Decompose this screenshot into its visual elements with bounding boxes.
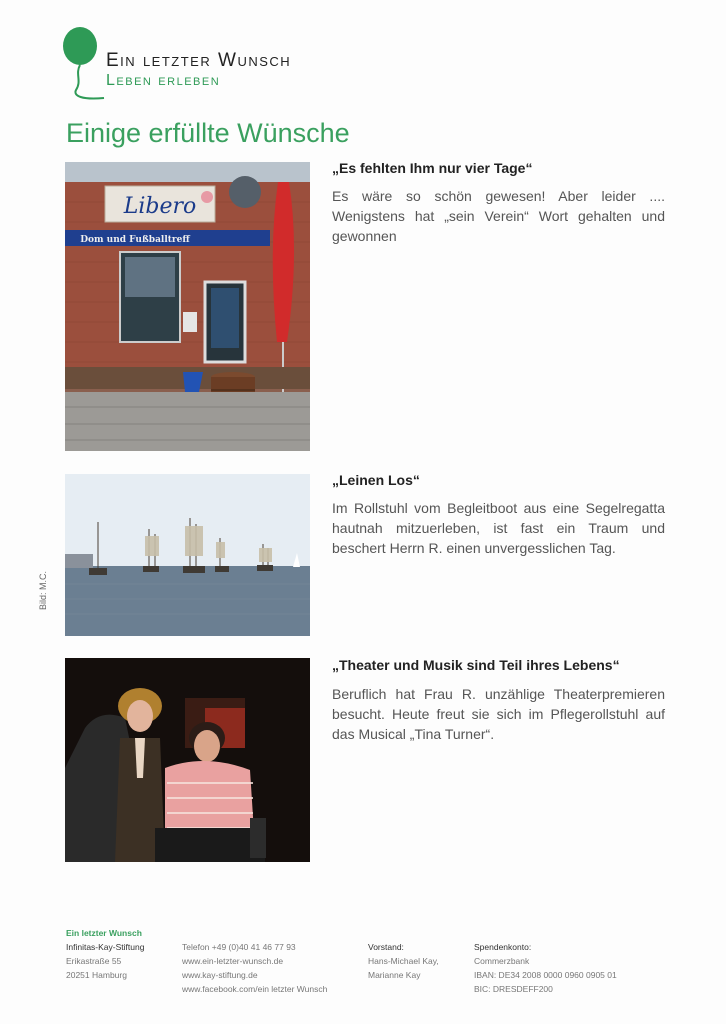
footer-foundation: Infinitas-Kay-Stiftung bbox=[66, 942, 145, 952]
footer-facebook[interactable]: www.facebook.com/ein letzter Wunsch bbox=[182, 984, 328, 994]
awning-text: Dom und Fußballtreff bbox=[80, 235, 190, 245]
footer-org: Ein letzter Wunsch bbox=[66, 928, 142, 938]
footer-bank bbox=[474, 940, 617, 996]
logo bbox=[60, 26, 380, 106]
footer-web-1[interactable]: www.ein-letzter-wunsch.de bbox=[182, 956, 284, 966]
logo-title: Ein letzter Wunsch bbox=[106, 50, 292, 71]
story-2-text: Im Rollstuhl vom Begleitboot aus eine Segelregatta hautnah mitzuerleben, ist fast ein Traum und beschert Herrn R. einen unvergesslichen Tag. bbox=[332, 500, 665, 556]
footer-city: 20251 Hamburg bbox=[66, 970, 127, 980]
photo-regatta bbox=[65, 474, 310, 636]
footer-bank-label: Spendenkonto: bbox=[474, 942, 532, 952]
footer-board bbox=[368, 940, 439, 982]
logo-subtitle: Leben erleben bbox=[106, 72, 221, 89]
footer-iban: IBAN: DE34 2008 0000 0960 0905 01 bbox=[474, 970, 617, 980]
story-3-title: „Theater und Musik sind Teil ihres Lebens“ bbox=[332, 657, 620, 673]
photo-restaurant bbox=[65, 162, 310, 451]
footer-board-label: Vorstand: bbox=[368, 942, 404, 952]
photo-credit: Bild: M.C. bbox=[38, 570, 48, 610]
sign-text: Libero bbox=[123, 194, 197, 219]
footer-web-2[interactable]: www.kay-stiftung.de bbox=[182, 970, 258, 980]
footer-board-name-2: Marianne Kay bbox=[368, 970, 421, 980]
page-heading: Einige erfüllte Wünsche bbox=[66, 118, 350, 148]
story-2-title: „Leinen Los“ bbox=[332, 472, 420, 488]
story-1-title: „Es fehlten Ihm nur vier Tage“ bbox=[332, 160, 533, 176]
photo-theatre bbox=[65, 658, 310, 862]
balloon-icon bbox=[60, 26, 106, 106]
story-3-text: Beruflich hat Frau R. unzählige Theaterpremieren besucht. Heute freut sie sich im Pflegerollstuhl auf das Musical „Tina Turner“. bbox=[332, 686, 665, 742]
footer-address bbox=[66, 926, 144, 982]
footer-phone: Telefon +49 (0)40 41 46 77 93 bbox=[182, 942, 296, 952]
story-1-text: Es wäre so schön gewesen! Aber leider .... Wenigstens hat „sein Verein“ Wort gehalten und gewonnen bbox=[332, 188, 665, 244]
footer-bank-name: Commerzbank bbox=[474, 956, 530, 966]
footer-bic: BIC: DRESDEFF200 bbox=[474, 984, 553, 994]
footer-street: Erikastraße 55 bbox=[66, 956, 122, 966]
footer-contact bbox=[182, 940, 327, 996]
footer-board-name-1: Hans-Michael Kay, bbox=[368, 956, 439, 966]
